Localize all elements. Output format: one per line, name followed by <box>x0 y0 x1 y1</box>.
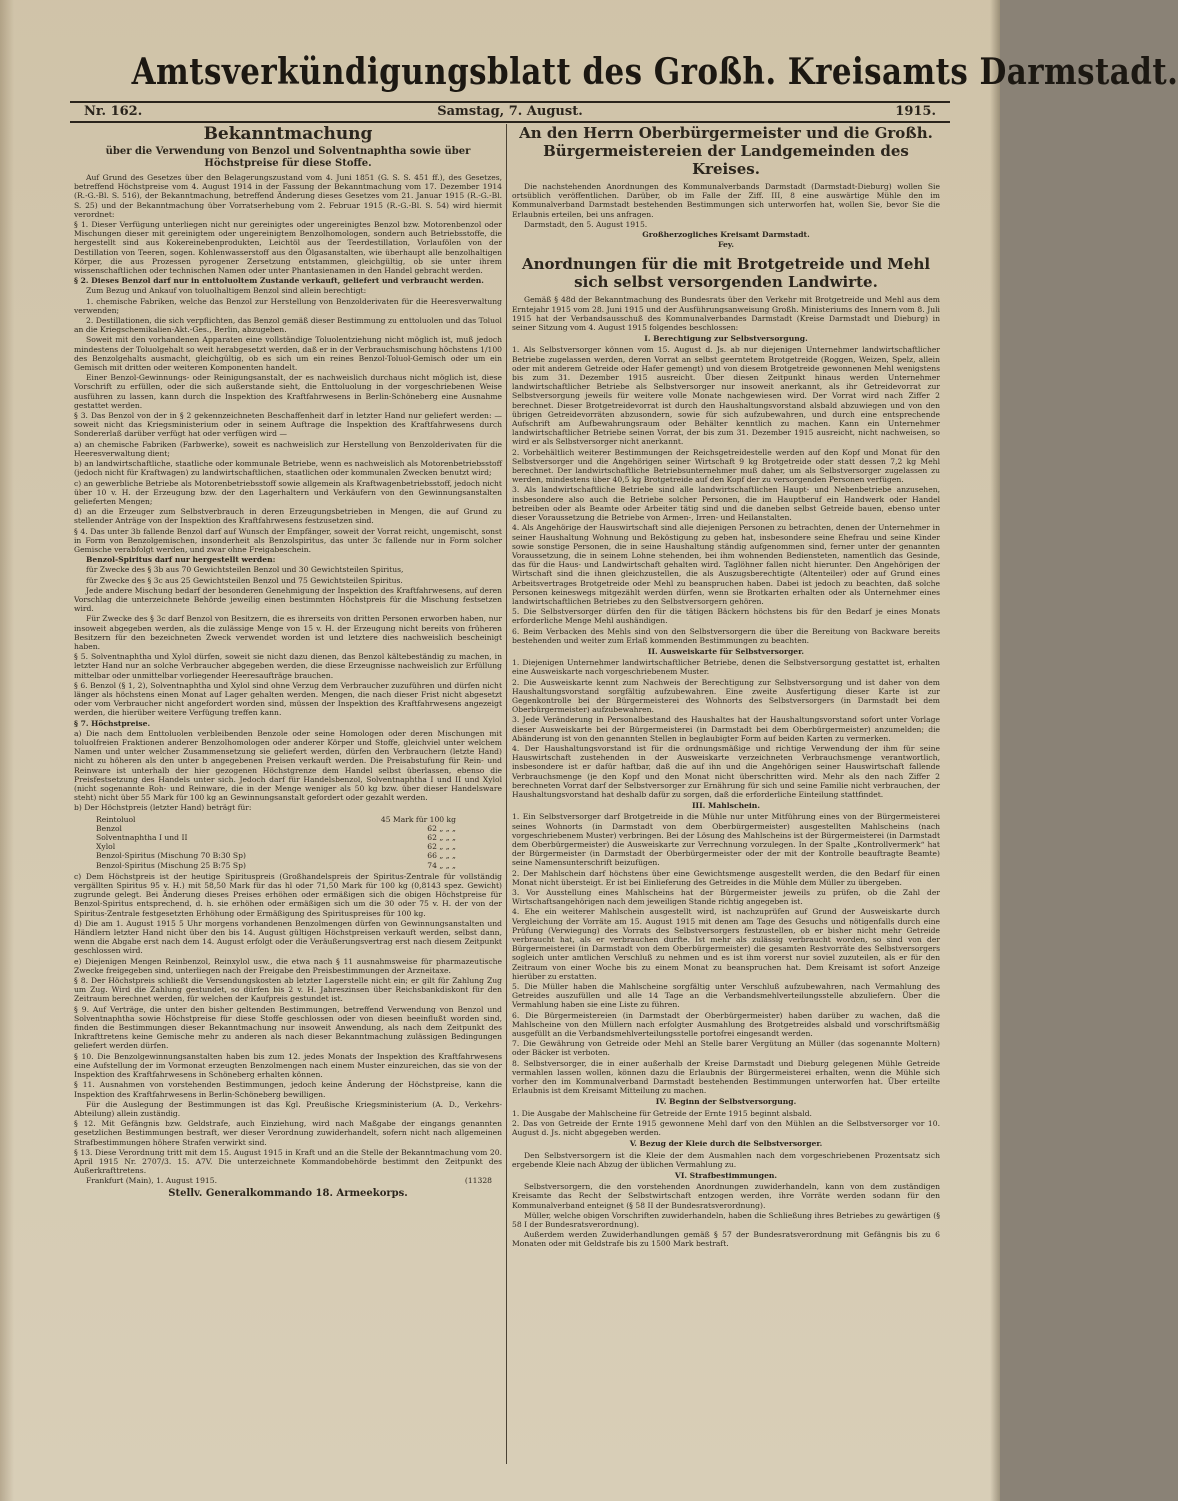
price-row <box>96 824 456 833</box>
right-intro-2: Gemäß § 48d der Bekanntmachung des Bundesrats über den Verkehr mit Brotgetreide und Mehl aus dem Erntejahr 1915 vom 28. Juni 1915 und der Ausführungsanweisung Großh. Ministeriums des Innern vom 8. Juli 1915 hat der Verbandsausschuß des Kommunalverbandes Darmstadt (Kreise Darmstadt und Dieburg) in seiner Sitzung vom 4. August 1915 folgendes beschlossen: <box>512 295 940 333</box>
list-item: 5. Die Müller haben die Mahlscheine sorgfältig unter Verschluß aufzubewahren, nach Vermahlung des Getreides auszufüllen und alle 14 Tage an die Verbandsmehlverteilungsstelle abzuliefern. Über die Vermahlung haben sie eine Liste zu führen. <box>512 982 940 1010</box>
section-11: § 11. Ausnahmen von vorstehenden Bestimmungen, jedoch keine Änderung der Höchstpreise, kann die Inspektion des Kraftfahrwesens in Berlin-Schöneberg bewilligen. <box>74 1080 502 1099</box>
section-2-e: Einer Benzol-Gewinnungs- oder Reinigungsanstalt, der es nachweislich durchaus nicht möglich ist, diese Vorschrift zu erfüllen, oder die sich außerstande sieht, die Enttoluolung in der vorgeschriebenen Weise ausführen zu lassen, kann durch die Inspektion des Kraftfahrwesens in Berlin-Schöneberg eine Ausnahme gestattet werden. <box>74 373 502 410</box>
left-intro: Auf Grund des Gesetzes über den Belagerungszustand vom 4. Juni 1851 (G. S. S. 451 ff.), des Gesetzes, betreffend Höchstpreise vom 4. August 1914 in der Fassung der Bekanntmachung vom 17. Dezember 1914 (R.-G.-Bl. S. 516), der Bekanntmachung, betreffend Änderung dieses Gesetzes vom 21. Januar 1915 (R.-G.-Bl. S. 25) und der Bekanntmachung über Vorratserhebung vom 2. Februar 1915 (R.-G.-Bl. S. 54) wird hiermit verordnet: <box>74 173 502 219</box>
section-5: § 5. Solventnaphtha und Xylol dürfen, soweit sie nicht dazu dienen, das Benzol kältebeständig zu machen, in letzter Hand nur an solche Verbraucher abgegeben werden, die diese Erzeugnisse nachweislich zur Erfüllung mittelbar oder unmittelbar vorliegender Heeresaufträge brauchen. <box>74 652 502 680</box>
list-item: 3. Als landwirtschaftliche Betriebe sind alle landwirtschaftlichen Haupt- und Nebenbetriebe anzusehen, insbesondere also auch die Betriebe solcher Personen, die im Hauptberuf ein Handwerk oder Handel betreiben oder als Beamte oder Arbeiter tätig sind und die daneben selbst Getreide bauen, ebenso unter dieser Voraussetzung die Betriebe von Armen-, Irren- und Heilanstalten. <box>512 485 940 523</box>
section-6-text-1: Selbstversorgern, die den vorstehenden Anordnungen zuwiderhandeln, kann von dem zuständigen Kreisamte das Recht der Selbstwirtschaft entzogen werden, ihre Vorräte werden sodann für den Kommunalverband enteignet (§ 58 II der Bundesratsverordnung). <box>512 1182 940 1210</box>
place-date: Frankfurt (Main), 1. August 1915. <box>86 1176 217 1186</box>
left-title: Bekanntmachung <box>203 124 373 144</box>
list-item: 1. Diejenigen Unternehmer landwirtschaftlicher Betriebe, denen die Selbstversorgung gestattet ist, erhalten eine Ausweiskarte nach vorgeschriebenem Muster. <box>512 658 940 677</box>
section-7-a: a) Die nach dem Enttoluolen verbleibenden Benzole oder seine Homologen oder deren Mischungen mit toluolfreien Fraktionen anderer Benzolhomologen oder anderer Körper und Stoffe, gleichviel unter welchem Namen und unter welcher Zusammensetzung sie geliefert werden, dürfen den Verbrauchern (letzte Hand) nicht zu höheren als den unter b angegebenen Preisen verkauft werden. Die Preisabstufung für Rein- und Reinware ist unterhalb der hier gezogenen Höchstgrenze dem Handel selbst überlassen, ebenso die Preisfestsetzung des Handels unter sich. Jedoch darf für Handelsbenzol, Solventnaphtha I und II und Xylol (nicht sogenannte Roh- und Reinware, die in der Menge weniger als 50 kg bzw. über dieser Handelsware steht) nicht über 55 Mark für 100 kg an Gewinnungsanstalt gefordert oder gezahlt werden. <box>74 728 502 803</box>
price-item: Benzol-Spiritus (Mischung 25 B:75 Sp) <box>96 860 246 870</box>
right-date: Darmstadt, den 5. August 1915. <box>524 219 648 229</box>
right-title: An den Herrn Oberbürgermeister und die Großh. Bürgermeistereien der Landgemeinden des Kreises. <box>519 124 933 178</box>
section-10: § 10. Die Benzolgewinnungsanstalten haben bis zum 12. jedes Monats der Inspektion des Kraftfahrwesens eine Aufstellung der im Vormonat erzeugten Benzolmengen nach einem Muster einzureichen, das sie von der Inspektion des Kraftfahrwesens in Schöneberg erhalten können. <box>74 1051 502 1080</box>
list-item: 3. Jede Veränderung in Personalbestand des Haushaltes hat der Haushaltungsvorstand sofort unter Vorlage dieser Ausweiskarte bei der Bürgermeisterei (in Darmstadt bei dem Oberbürgermeister) anzumelden; die Abänderung ist von den genannten Stellen in beglaubigter Form auf beiden Karten zu vermerken. <box>512 715 940 743</box>
price-value: 62 „ „ „ <box>427 833 456 843</box>
price-item: Benzol-Spiritus (Mischung 70 B:30 Sp) <box>96 851 246 861</box>
price-row <box>96 842 456 851</box>
list-item: 4. Als Angehörige der Hauswirtschaft sind alle diejenigen Personen zu betrachten, denen der Unternehmer in seiner Haushaltung Wohnung und Beköstigung zu geben hat, insbesondere seine Ehefrau und seine Kinder sowie sonstige Personen, die in seine Haushaltung ständig aufgenommen sind, ferner unter der genannten Voraussetzung, die in seinem Lohne stehenden, bei ihm wohnenden Bediensteten, namentlich das Gesinde, das für die Haus- und Landwirtschaft gehalten wird. Taglöhner fallen nicht hierunter. Den Angehörigen der Wirtschaft sind die ihnen gleichzustellen, die als Auszugsberechtigte (Altenteiler) oder auf Grund eines Arbeitsvertrages Brotgetreide oder Mehl zu beanspruchen haben. Dabei ist jedoch zu beachten, daß solche Personen keineswegs mitgezählt werden dürfen, wenn sie Brotkarten erhalten oder als Unternehmer eines landwirtschaftlichen Betriebes zu den Selbstversorgern gehören. <box>512 523 940 606</box>
section-4: § 4. Das unter 3b fallende Benzol darf auf Wunsch der Empfänger, soweit der Vorrat reicht, ungemischt, sonst in Form von Benzolgemischen, insonderheit als Benzolspiritus, das unter 3c fallende nur in Form solcher Gemische verabfolgt werden, und zwar ohne Freigabeschein. <box>74 526 502 554</box>
section-7-e: e) Diejenigen Mengen Reinbenzol, Reinxylol usw., die etwa nach § 11 ausnahmsweise für pharmazeutische Zwecke freigegeben sind, unterliegen nach der Freigabe den Preisbestimmungen der Arzneitaxe. <box>74 956 502 975</box>
dateline <box>70 101 950 123</box>
section-7-b: b) Der Höchstpreis (letzter Hand) beträgt für: <box>74 803 252 813</box>
section-4-a: Jede andere Mischung bedarf der besonderen Genehmigung der Inspektion des Kraftfahrwesens, auf deren Vorschlag die unterzeichnete Behörde jeweilig einen bestimmten Höchstpreis für die Mischung festsetzen wird. <box>74 585 502 614</box>
list-item: 1. Ein Selbstversorger darf Brotgetreide in die Mühle nur unter Mitführung eines von der Bürgermeisterei seines Wohnorts (in Darmstadt von dem Oberbürgermeister) ausgestellten Mahlscheins (nach vorgeschriebenem Muster) verbringen. Bei der Lösung des Mahlscheins ist der Bürgermeisterei (in Darmstadt dem Oberbürgermeister) die Ausweiskarte zur Verrechnung vorzulegen. In der Spalte „Kontrollvermerk“ hat der Bürgermeister (in Darmstadt der Oberbürgermeister oder der mit der Kontrolle beauftragte Beamte) seine Namensunterschrift beizufügen. <box>512 812 940 868</box>
section-9: § 9. Auf Verträge, die unter den bisher geltenden Bestimmungen, betreffend Verwendung von Benzol und Solventnaphtha sowie Höchstpreise für diese Stoffe geschlossen oder von diesen beeinflußt worden sind, finden die Bestimmungen dieser Bekanntmachung nur insoweit Anwendung, als nach dem Zeitpunkt des Inkrafttretens keine Gemische mehr zu anderen als nach dieser Bekanntmachung zulässigen Bedingungen geliefert werden dürfen. <box>74 1004 502 1051</box>
section-4-b: Für Zwecke des § 3c darf Benzol von Besitzern, die es ihrerseits von dritten Personen erworben haben, nur insoweit abgegeben werden, als die zulässige Menge von 15 v. H. der Erzeugung nicht bereits von früheren Besitzern für den bezeichneten Zweck verwendet worden ist und letztere dies nachweislich bescheinigt haben. <box>74 614 502 651</box>
section-6-text-3: Außerdem werden Zuwiderhandlungen gemäß § 57 der Bundesratsverordnung mit Gefängnis bis zu 6 Monaten oder mit Geldstrafe bis zu 1500 Mark bestraft. <box>512 1230 940 1249</box>
section-12: § 12. Mit Gefängnis bzw. Geldstrafe, auch Einziehung, wird nach Maßgabe der eingangs genannten gesetzlichen Bestimmungen bestraft, wer dieser Verordnung zuwiderhandelt, sofern nicht nach allgemeinen Strafbestimmungen höhere Strafen verwirkt sind. <box>74 1119 502 1147</box>
left-column <box>74 124 502 1474</box>
price-item: Xylol <box>96 842 116 852</box>
section-3-c: c) an gewerbliche Betriebe als Motorenbetriebsstoff sowie allgemein als Kraftwagenbetriebsstoff, jedoch nicht über 10 v. H. der Erzeugung bzw. der den Lagerhaltern und Verkäufern von den Gewinnungsanstalten gelieferten Mengen; <box>74 478 502 506</box>
issue-number: Nr. 162. <box>84 104 143 119</box>
price-row <box>96 861 456 870</box>
section-3-a: a) an chemische Fabriken (Farbwerke), soweit es nachweislich zur Herstellung von Benzolderivaten für die Heeresverwaltung dient; <box>74 439 502 458</box>
section-7: § 7. Höchstpreise. <box>74 718 151 728</box>
issue-year: 1915. <box>895 104 936 119</box>
section-heading-2: II. Ausweiskarte für Selbstversorger. <box>647 646 805 656</box>
list-item: 2. Die Ausweiskarte kennt zum Nachweis der Berechtigung zur Selbstversorgung und ist daher von dem Haushaltungsvorstand sorgfältig aufzubewahren. Eine zweite Ausfertigung dieser Karte ist zur Gegenkontrolle bei der Bürgermeisterei des Wohnorts des Selbstversorgers (in Darmstadt bei dem Oberbürgermeister) aufzubewahren. <box>512 677 940 715</box>
list-item: 6. Beim Verbacken des Mehls sind von den Selbstversorgern die über die Bereitung von Backware bereits bestehenden und weiter zum Erlaß kommenden Bestimmungen zu beachten. <box>512 626 940 645</box>
price-value: 45 Mark für 100 kg <box>380 814 456 824</box>
section-1: § 1. Dieser Verfügung unterliegen nicht nur gereinigtes oder ungereinigtes Benzol bzw. Motorenbenzol oder Mischungen dieser mit gereinigtem oder ungereinigtem Benzolhomologen, sondern auch Betriebsstoffe, die hergestellt sind aus Kokereinebenprodukten, Leichtöl aus der Teerdestillation, Vorlaufölen von der Destillation von Teeren, sogen. Kohlenwasserstoff aus den Ölgasanstalten, wie überhaupt alle benzolhaltigen Körper, die aus Prozessen pyrogener Zersetzung entstammen, gleichgültig, ob sie unter ihrem wissenschaftlichen oder technischen Namen oder unter Phantasienamen in den Handel gebracht werden. <box>74 220 502 276</box>
list-item: 4. Der Haushaltungsvorstand ist für die ordnungsmäßige und richtige Verwendung der ihm für seine Hauswirtschaft zustehenden in der Ausweiskarte verzeichneten Verbrauchsmenge verantwortlich, insbesondere ist er dafür haftbar, daß die auf ihn und die Angehörigen seiner Hauswirtschaft fallende Verbrauchsmenge (je den Kopf und den Monat nicht überschritten wird. Mehr als den nach Ziffer 2 berechneten Vorrat darf der Selbstversorger zur Ernährung für sich und seine Familie nicht verbrauchen, der Haushaltungsvorstand hat deshalb dafür zu sorgen, daß die erforderliche Einteilung stattfindet. <box>512 743 940 799</box>
price-value: 62 „ „ „ <box>427 823 456 833</box>
price-row <box>96 815 456 824</box>
section-13: § 13. Diese Verordnung tritt mit dem 15. August 1915 in Kraft und an die Stelle der Bekanntmachung vom 20. April 1915 Nr. 2707/3. 15. A7V. Die unterzeichnete Kommandobehörde bestimmt den Zeitpunkt des Außerkrafttretens. <box>74 1147 502 1176</box>
masthead-title: Amtsverkündigungsblatt des Großh. Kreisamts Darmstadt. <box>131 51 1178 93</box>
section-2-a: Zum Bezug und Ankauf von toluolhaltigem Benzol sind allein berechtigt: <box>86 286 367 296</box>
spirit-mix-2: für Zwecke des § 3c aus 25 Gewichtsteilen Benzol und 75 Gewichtsteilen Spiritus. <box>86 575 403 585</box>
list-item: 4. Ehe ein weiterer Mahlschein ausgestellt wird, ist nachzuprüfen auf Grund der Ausweiskarte durch Vergleichung der Vorräte am 15. August 1915 mit denen am Tage des Gesuchs und nötigenfalls durch eine Prüfung (Verwiegung) des Vorrats des Selbstversorgers festzustellen, ob er bisher nicht mehr Getreide verbraucht hat, als er verbrauchen durfte. Ist mehr als zulässig verbraucht worden, so sind von der Bürgermeisterei (in Darmstadt von dem Oberbürgermeister) die gesamten Restvorräte des Selbstversorgers sogleich unter amtlichen Verschluß zu nehmen und es ist ihm vorerst nur soviel zuzuteilen, als er für den Zeitraum von einer Woche bis zu einem Monat zu beanspruchen hat. Dem Kreisamt ist sofort Anzeige hierüber zu erstatten. <box>512 907 940 981</box>
right-title-2: Anordnungen für die mit Brotgetreide und Mehl sich selbst versorgenden Landwirte. <box>521 255 931 292</box>
price-value: 74 „ „ „ <box>427 860 456 870</box>
section-6-text-2: Müller, welche obigen Vorschriften zuwiderhandeln, haben die Schließung ihres Betriebes zu gewärtigen (§ 58 I der Bundesratsverordnung). <box>512 1210 940 1229</box>
section-heading-6: VI. Strafbestimmungen. <box>674 1170 778 1180</box>
list-item: 8. Selbstversorger, die in einer außerhalb der Kreise Darmstadt und Dieburg gelegenen Mühle Getreide vermahlen lassen wollen, können dazu die Erlaubnis der Bürgermeisterei erhalten, wenn die Mühle sich vorher den im Kommunalverband Darmstadt bestehenden Bestimmungen unterworfen hat. Über erteilte Erlaubnis ist dem Kreisamt Mitteilung zu machen. <box>512 1058 940 1096</box>
section-3: § 3. Das Benzol von der in § 2 gekennzeichneten Beschaffenheit darf in letzter Hand nur geliefert werden: — soweit nicht das Kriegsministerium oder in seinem Auftrage die Inspektion des Kraftfahrwesens durch Sondererlaß darüber verfügt hat oder verfügen wird — <box>74 411 502 439</box>
section-7-c: c) Dem Höchstpreis ist der heutige Spirituspreis (Großhandelspreis der Spiritus-Zentrale für vollständig vergällten Spiritus 95 v. H.) mit 58,50 Mark für das hl oder 71,50 Mark für 100 kg (0,8143 spez. Gewicht) zugrunde gelegt. Bei Änderung dieses Preises erhöhen oder ermäßigen sich die obigen Höchstpreise für Benzol-Spiritus entsprechend, d. h. sie erhöhen oder ermäßigen sich um die 30 oder 75 v. H. der von der Spiritus-Zentrale festgesetzten Erhöhung oder Ermäßigung des Spirituspreises für 100 kg. <box>74 871 502 918</box>
section-3-d: d) an die Erzeuger zum Selbstverbrauch in deren Erzeugungsbetrieben in Mengen, die auf Grund zu stellender Anträge von der Inspektion des Kraftfahrwesens festzusetzen sind. <box>74 507 502 526</box>
list-item: 1. Als Selbstversorger können vom 15. August d. Js. ab nur diejenigen Unternehmer landwirtschaftlicher Betriebe zugelassen werden, deren Vorrat an selbst geerntetem Brotgetreide (Roggen, Weizen, Spelz, allein oder mit anderem Getreide oder Hafer gemengt) und von diesem Brotgetreide gewonnenen Mehl wenigstens bis zum 31. Dezember 1915 ausreicht. Über diesen Zeitpunkt hinaus werden Unternehmer landwirtschaftlicher Betriebe als Selbstversorger nur insoweit anerkannt, als ihr Getreidevorrat zur Selbstversorgung jeweils für weitere volle Monate nachgewiesen wird. Der Vorrat wird nach Ziffer 2 berechnet. Dieser Brotgetreidevorrat ist durch den Haushaltungsvorstand alsbald abzuwiegen und von den übrigen Getreidevorräten abzusondern, sowie für sich aufzubewahren, und durch eine entsprechende Aufschrift am Aufbewahrungsraum oder Behälter kenntlich zu machen. Kann ein Unternehmer landwirtschaftlicher Betriebe seinen Vorrat, der bis zum 31. Dezember 1915 ausreicht, nicht nachweisen, so wird er als Selbstversorger nicht anerkannt. <box>512 345 940 447</box>
right-signer: Fey. <box>718 240 734 250</box>
price-item: Benzol <box>96 823 122 833</box>
price-row <box>96 833 456 842</box>
spirit-heading: Benzol-Spiritus darf nur hergestellt werden: <box>86 555 276 565</box>
list-item: 2. Vorbehältlich weiterer Bestimmungen der Reichsgetreidestelle werden auf den Kopf und Monat für den Selbstversorger und die Angehörigen seiner Wirtschaft 9 kg Brotgetreide oder statt dessen 7,2 kg Mehl berechnet. Der landwirtschaftliche Betriebsunternehmer muß daher, um als Selbstversorger zugelassen zu werden, mindestens über 40,5 kg Brotgetreide auf den Kopf der zu versorgenden Personen verfügen. <box>512 447 940 485</box>
section-2-c: 2. Destillationen, die sich verpflichten, das Benzol gemäß dieser Bestimmung zu enttoluolen und das Toluol an die Kriegschemikalien-Akt.-Ges., Berlin, abzugeben. <box>74 316 502 335</box>
list-item: 2. Der Mahlschein darf höchstens über eine Gewichtsmenge ausgestellt werden, die den Bedarf für einen Monat nicht übersteigt. Er ist bei Einlieferung des Getreides in die Mühle dem Müller zu übergeben. <box>512 868 940 887</box>
price-row <box>96 851 456 860</box>
price-item: Reintoluol <box>96 814 136 824</box>
price-table <box>96 815 456 870</box>
left-signature: Stellv. Generalkommando 18. Armeekorps. <box>168 1187 408 1199</box>
price-value: 66 „ „ „ <box>427 851 456 861</box>
section-7-d: d) Die am 1. August 1915 5 Uhr morgens vorhandenen Benzolmengen dürfen von Gewinnungsanstalten und Händlern letzter Hand nicht über den bis 14. August gültigen Höchstpreisen verkauft werden, selbst dann, wenn die Abgabe erst nach dem 14. August erfolgt oder die Veräußerungsvertrag erst nach diesem Zeitpunkt geschlossen wird. <box>74 918 502 956</box>
list-item: 3. Vor Ausstellung eines Mahlscheins hat der Bürgermeister jeweils zu prüfen, ob die Zahl der Wirtschaftsangehörigen nach dem jeweiligen Stande richtig angegeben ist. <box>512 888 940 907</box>
section-2-d: Soweit mit den vorhandenen Apparaten eine vollständige Toluolentziehung nicht möglich ist, muß jedoch mindestens der Toluolgehalt so weit herabgesetzt werden, daß er in der Verbrauchsmischung höchstens 1/100 des Benzolgehalts ausmacht, gleichgültig, ob es sich um ein reines Benzol-Toluol-Gemisch oder um ein Gemisch mit dritten oder weiteren Komponenten handelt. <box>74 335 502 373</box>
issue-date: Samstag, 7. August. <box>437 104 583 119</box>
section-2-b: 1. chemische Fabriken, welche das Benzol zur Herstellung von Benzolderivaten für die Heeresverwaltung verwenden; <box>74 296 502 315</box>
list-item: 7. Die Gewährung von Getreide oder Mehl an Stelle barer Vergütung an Müller (das sogenannte Moltern) oder Bäcker ist verboten. <box>512 1039 940 1058</box>
spirit-mix-1: für Zwecke des § 3b aus 70 Gewichtsteilen Benzol und 30 Gewichtsteilen Spiritus, <box>86 565 404 575</box>
list-item: 2. Das von Getreide der Ernte 1915 gewonnene Mehl darf von den Mühlen an die Selbstversorger vor 10. August d. Js. nicht abgegeben werden. <box>512 1118 940 1138</box>
section-6: § 6. Benzol (§ 1, 2), Solventnaphtha und Xylol sind ohne Verzug dem Verbraucher zuzuführen und dürfen nicht länger als höchstens einen Monat auf Lager gehalten werden. Mengen, die nach dieser Frist nicht abgesetzt oder vom Verbraucher nicht angefordert worden sind, müssen der Inspektion des Kraftfahrwesens angezeigt werden, die hierüber weitere Verfügung treffen kann. <box>74 680 502 718</box>
section-heading-1: I. Berechtigung zur Selbstversorgung. <box>644 334 808 344</box>
right-authority: Großherzogliches Kreisamt Darmstadt. <box>642 230 810 240</box>
section-heading-3: III. Mahlschein. <box>692 801 760 811</box>
place-date-line <box>74 1176 502 1185</box>
list-item: 1. Die Ausgabe der Mahlscheine für Getreide der Ernte 1915 beginnt alsbald. <box>512 1108 812 1118</box>
section-3-b: b) an landwirtschaftliche, staatliche oder kommunale Betriebe, wenn es nachweislich als Motorenbetriebsstoff (jedoch nicht für Kraftwagen) zu landwirtschaftlichen, staatlichen oder kommunalen Zwecken benutzt wird; <box>74 459 502 478</box>
section-8: § 8. Der Höchstpreis schließt die Versendungskosten ab letzter Lagerstelle nicht ein; er gilt für Zahlung Zug um Zug. Wird die Zahlung gestundet, so dürfen bis 2 v. H. Jahreszinsen über Reichsbankdiskont für den Zeitraum berechnet werden, für welchen der Kaufpreis gestundet ist. <box>74 976 502 1004</box>
price-value: 62 „ „ „ <box>427 842 456 852</box>
list-item: 5. Die Selbstversorger dürfen den für die tätigen Bäckern höchstens bis für den Bedarf je eines Monats erforderliche Menge Mehl aushändigen. <box>512 607 940 626</box>
section-heading-4: IV. Beginn der Selbstversorgung. <box>655 1097 797 1107</box>
section-11-a: Für die Auslegung der Bestimmungen ist das Kgl. Preußische Kriegsministerium (A. D., Verkehrs-Abteilung) allein zuständig. <box>74 1099 502 1118</box>
right-column <box>512 124 940 1474</box>
reference-number: (11328 <box>464 1176 492 1186</box>
column-divider <box>506 124 507 1464</box>
list-item: 6. Die Bürgermeistereien (in Darmstadt der Oberbürgermeister) haben darüber zu wachen, daß die Mahlscheine von den Müllern nach erfolgter Ausmahlung des Brotgetreides alsbald und vorschriftsmäßig ausgefüllt an die Verbandsmehlverteilungsstelle portofrei eingesandt werden. <box>512 1010 940 1039</box>
left-subtitle: über die Verwendung von Benzol und Solventnaphtha sowie über Höchstpreise für diese Stoffe. <box>105 146 471 169</box>
section-2: § 2. Dieses Benzol darf nur in enttoluoltem Zustande verkauft, geliefert und verbraucht werden. <box>74 276 484 286</box>
price-item: Solventnaphtha I und II <box>96 833 188 843</box>
right-intro: Die nachstehenden Anordnungen des Kommunalverbands Darmstadt (Darmstadt-Dieburg) wollen Sie ortsüblich veröffentlichen. Darüber, ob im Falle der Ziff. III, 8 eine auswärtige Mühle den im Kommunalverband Darmstadt bestehenden Bestimmungen sich unterworfen hat, wollen Sie, bevor Sie die Erlaubnis erteilen, bei uns anfragen. <box>512 182 940 219</box>
section-5-text: Den Selbstversorgern ist die Kleie der dem Ausmahlen nach dem vorgeschriebenen Prozentsatz sich ergebende Kleie nach Abzug der üblichen Vermahlung zu. <box>512 1150 940 1169</box>
section-heading-5: V. Bezug der Kleie durch die Selbstversorger. <box>629 1139 823 1149</box>
